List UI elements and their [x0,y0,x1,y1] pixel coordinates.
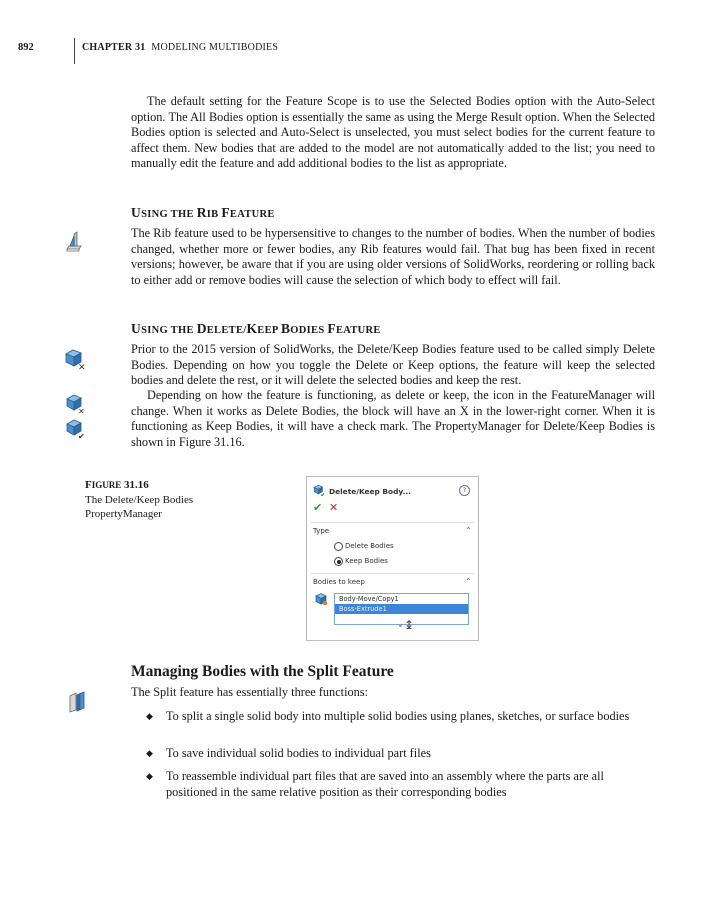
type-section-label[interactable]: Type [313,527,330,535]
help-icon[interactable]: ? [459,485,470,496]
figure-label-part: IGURE [91,480,122,490]
section-divider [311,522,474,523]
list-item-selected[interactable]: Boss-Extrude1 [335,604,468,614]
heading-part: K [246,321,258,336]
delete-bodies-radio[interactable] [334,542,343,551]
rib-feature-icon [64,230,84,252]
list-item[interactable]: Body-Move/Copy1 [339,595,399,603]
delete-keep-bodies-icon [63,347,86,371]
heading-part: SING THE [141,209,197,220]
heading-part: R [196,205,207,220]
bullet-text: To reassemble individual part files that are saved into an assembly where the parts are all positioned in the same relative position as their corresponding bodies [166,769,604,799]
delete-keep-paragraph-1: Prior to the 2015 version of SolidWorks, the Delete/Keep Bodies feature used to be called simply Delete Bodies. Depending on how you toggle the Delete or Keep options, the feature will keep the selected bodies and delete the rest, or it will delete the selected bodies and keep the rest. [131,342,655,387]
heading-part: EEP [257,325,281,336]
bodies-to-keep-list[interactable] [334,593,469,625]
delete-bodies-icon [65,393,85,415]
bodies-section-label[interactable]: Bodies to keep [313,578,365,586]
keep-bodies-icon [65,418,85,440]
split-intro: The Split feature has essentially three functions: [131,685,368,699]
intro-paragraph: The default setting for the Feature Scope is to use the Selected Bodies option with the Auto-Select option. The All Bodies option is essentially the same as using the Merge Result option. When the Selected Bodies option is selected and Auto-Select is unselected, you must select bodies for the current feature to affect them. New bodies that are added to the model are not automatically added to the list; you need to manually edit the feature and add additional bodies to the list as appropriate. [131,94,655,170]
heading-part: U [131,321,142,336]
heading-part: EATURE [335,325,381,336]
svg-text:✕: ✕ [78,363,86,371]
delete-keep-property-manager [306,476,479,641]
heading-part: F [221,205,230,220]
section-divider [311,573,474,574]
bullet-icon: ◆ [146,748,153,758]
figure-label-part: F [85,479,92,491]
keep-bodies-radio[interactable] [334,557,343,566]
figure-caption-line-1: The Delete/Keep Bodies [85,493,194,506]
heading-part: B [280,321,291,336]
header-divider [74,38,75,64]
collapse-type-icon[interactable]: ⌃ [465,526,472,535]
keep-bodies-label[interactable]: Keep Bodies [345,557,388,565]
delete-bodies-label[interactable]: Delete Bodies [345,542,394,550]
ok-button[interactable]: ✔ [313,501,323,514]
chapter-label: CHAPTER 31 [82,42,146,53]
bullet-text: To save individual solid bodies to individual part files [166,746,431,760]
svg-text:✔: ✔ [78,432,85,440]
rib-section-heading [131,205,275,221]
svg-text:✕: ✕ [78,407,85,415]
svg-text:✔: ✔ [320,492,326,497]
resize-grip[interactable] [399,624,402,627]
bullet-text: To split a single solid body into multiple solid bodies using planes, sketches, or surface bodies [166,709,630,723]
heading-part: F [327,321,336,336]
figure-caption [85,478,245,522]
heading-part: ELETE/ [206,325,247,336]
page-number: 892 [18,42,34,53]
heading-part: U [131,205,142,220]
mouse-cursor-icon: ↨ [404,618,415,632]
heading-part: D [196,321,207,336]
chapter-header [82,42,278,53]
figure-label-part: 31.16 [121,479,149,491]
delete-keep-section-heading [131,321,381,337]
rib-paragraph: The Rib feature used to be hypersensitive to changes to the number of bodies. When the number of bodies changed, whether more or fewer bodies, any Rib features would fail. That bug has been fixed in recent versions; however, be aware that if you are using older versions of SolidWorks, reordering or rolling back to either add or remove bodies will cause the selection of which body to effect will fail. [131,226,655,287]
panel-title: Delete/Keep Body... [329,487,411,496]
cancel-button[interactable]: ✕ [329,501,339,514]
heading-part: ODIES [290,325,328,336]
delete-keep-title-icon [313,484,326,499]
collapse-bodies-icon[interactable]: ⌃ [465,577,472,586]
split-feature-icon [66,690,86,712]
chapter-title: MODELING MULTIBODIES [151,42,279,53]
bullet-icon: ◆ [146,771,153,781]
bullet-icon: ◆ [146,711,153,721]
heading-part: SING THE [141,325,197,336]
figure-caption-line-2: PropertyManager [85,508,162,520]
heading-part: EATURE [229,209,275,220]
delete-keep-paragraph-2: Depending on how the feature is functioning, as delete or keep, the icon in the FeatureManager will change. When it works as Delete Bodies, the block will have an X in the lower-right corner. When it is functioning as Keep Bodies, it will have a check mark. The PropertyManager for Delete/Keep Bodies is shown in Figure 31.16. [131,388,655,449]
figure-label [85,478,245,493]
split-section-heading: Managing Bodies with the Split Feature [131,663,394,680]
heading-part: IB [206,209,222,220]
solid-bodies-icon [314,592,328,608]
